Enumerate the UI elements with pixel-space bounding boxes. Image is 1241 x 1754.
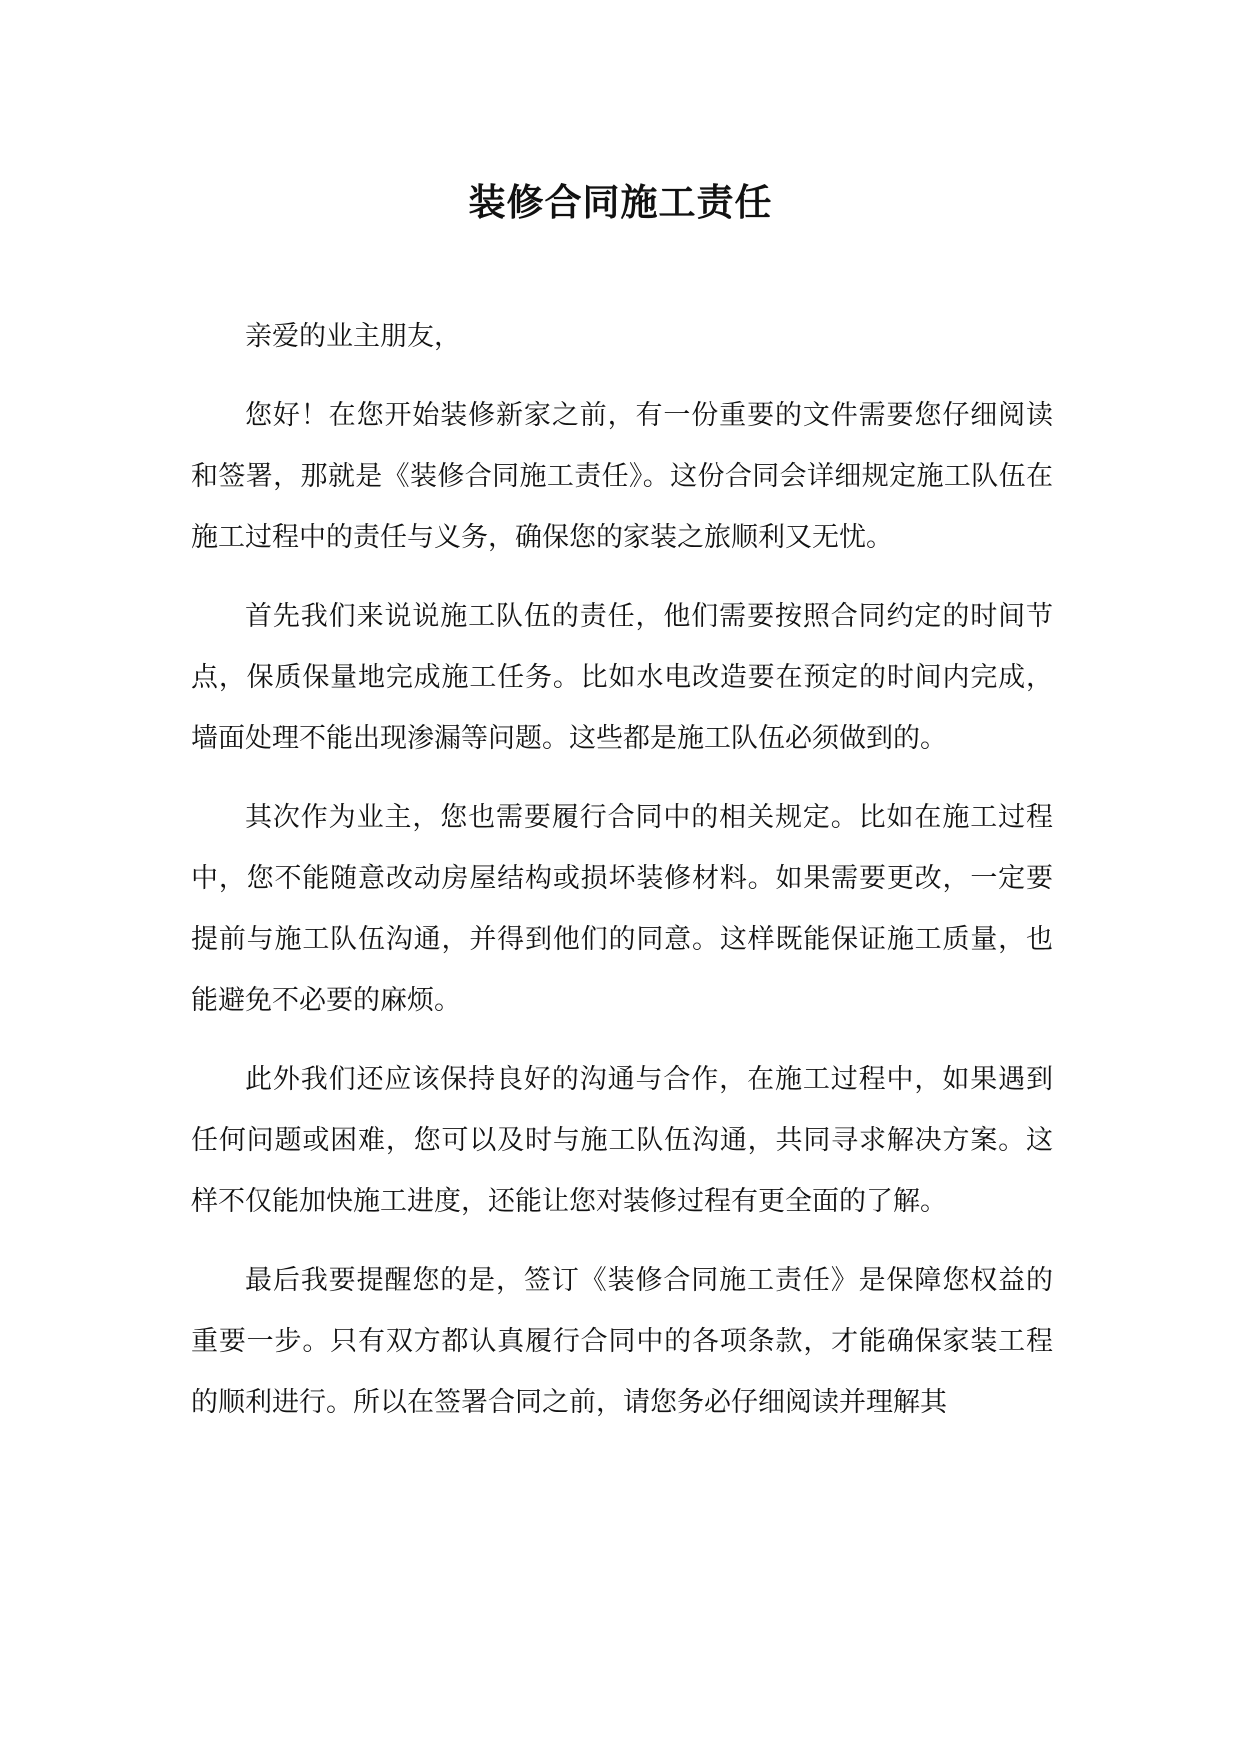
paragraph-greeting: 您好！在您开始装修新家之前，有一份重要的文件需要您仔细阅读和签署，那就是《装修合同施工责任》。这份合同会详细规定施工队伍在施工过程中的责任与义务，确保您的家装之旅顺利又无忧。 [191,400,1053,553]
paragraph-reminder: 最后我要提醒您的是，签订《装修合同施工责任》是保障您权益的重要一步。只有双方都认真履行合同中的各项条款，才能确保家装工程的顺利进行。所以在签署合同之前，请您务必仔细阅读并理解其 [191,1265,1053,1418]
salutation: 亲爱的业主朋友， [245,321,461,352]
paragraph-contractor-duty: 首先我们来说说施工队伍的责任，他们需要按照合同约定的时间节点，保质保量地完成施工任务。比如水电改造要在预定的时间内完成，墙面处理不能出现渗漏等问题。这些都是施工队伍必须做到的。 [191,601,1053,754]
paragraph-communication: 此外我们还应该保持良好的沟通与合作，在施工过程中，如果遇到任何问题或困难，您可以及时与施工队伍沟通，共同寻求解决方案。这样不仅能加快施工进度，还能让您对装修过程有更全面的了解。 [191,1064,1053,1217]
paragraph-owner-duty: 其次作为业主，您也需要履行合同中的相关规定。比如在施工过程中，您不能随意改动房屋结构或损坏装修材料。如果需要更改，一定要提前与施工队伍沟通，并得到他们的同意。这样既能保证施工质量，也能避免不必要的麻烦。 [191,802,1053,1016]
document-title: 装修合同施工责任 [468,180,773,224]
document-body [191,306,1053,1433]
